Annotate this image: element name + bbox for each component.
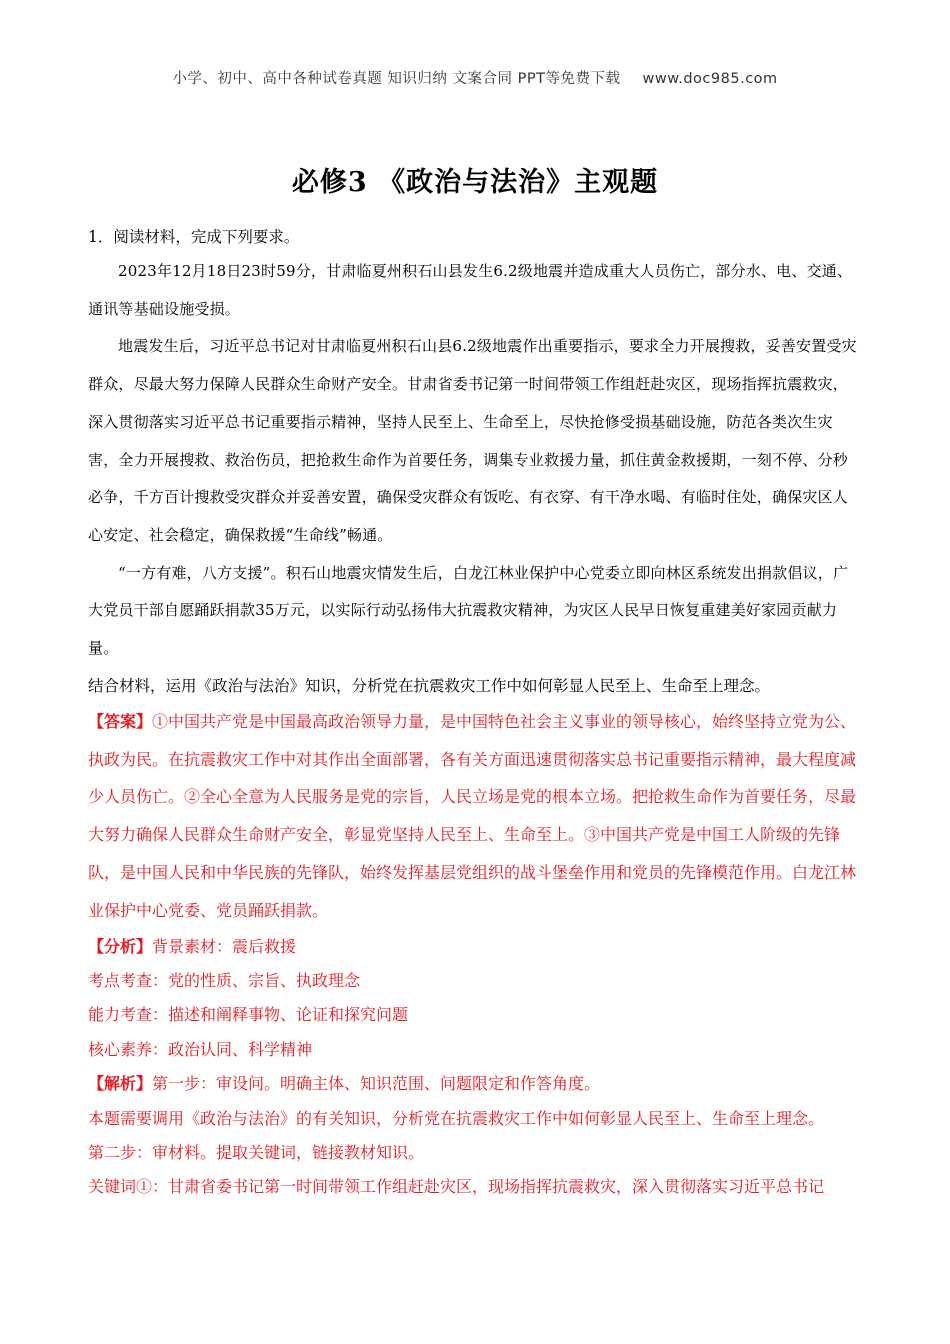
material-paragraph-1: 2023年12月18日23时59分，甘肃临夏州积石山县发生6.2级地震并造成重大人员伤亡，部分水、电、交通、通讯等基础设施受损。 — [88, 262, 853, 318]
analysis-kaodian: 考点考查：党的性质、宗旨、执政理念 — [88, 970, 361, 990]
analysis-background — [88, 930, 863, 964]
header-text: 小学、初中、高中各种试卷真题 知识归纳 文案合同 PPT等免费下载 — [172, 71, 621, 87]
answer-block — [88, 703, 863, 930]
material-paragraph-3: “一方有难，八方支援”。积石山地震灾情发生后，白龙江林业保护中心党委立即向林区系统发出捐款倡议，广大党员干部自愿踊跃捐款35万元，以实际行动弘扬伟大抗震救灾精神，为灾区人民早日恢复重建美好家园贡献力量。 — [88, 563, 849, 658]
answer-tag: 【答案】 — [88, 711, 153, 731]
document-title: 必修3 《政治与法治》主观题 — [291, 167, 659, 198]
analysis-nengli: 能力考查：描述和阐释事物、论证和探究问题 — [88, 1005, 409, 1025]
explain-step1 — [88, 1067, 863, 1101]
question-number-line: 1．阅读材料，完成下列要求。 — [88, 228, 300, 246]
explain-step1-detail: 本题需要调用《政治与法治》的有关知识，分析党在抗震救灾工作中如何彰显人民至上、生命至上理念。 — [88, 1108, 825, 1128]
explain-tag: 【解析】 — [88, 1074, 153, 1094]
header-site-link[interactable]: www.doc985.com — [642, 71, 778, 87]
analysis-tag: 【分析】 — [88, 936, 153, 956]
analysis-background-text: 背景素材：震后救援 — [152, 936, 297, 956]
explain-step1-text: 第一步：审设问。明确主体、知识范围、问题限定和作答角度。 — [152, 1074, 601, 1094]
question-ask: 结合材料，运用《政治与法治》知识，分析党在抗震救灾工作中如何彰显人民至上、生命至上理念。 — [88, 676, 771, 695]
answer-text: ①中国共产党是中国最高政治领导力量，是中国特色社会主义事业的领导核心，始终坚持立党为公、执政为民。在抗震救灾工作中对其作出全面部署，各有关方面迅速贯彻落实总书记重要指示精神，最大程度减少人员伤亡。②全心全意为人民服务是党的宗旨，人民立场是党的根本立场。把抢救生命作为首要任务，尽最大努力确保人民群众生命财产安全，彰显党坚持人民至上、生命至上。③中国共产党是中国工人阶级的先锋队，是中国人民和中华民族的先锋队，始终发挥基层党组织的战斗堡垒作用和党员的先锋模范作用。白龙江林业保护中心党委、党员踊跃捐款。 — [88, 711, 857, 920]
analysis-suyang: 核心素养：政治认同、科学精神 — [88, 1039, 313, 1059]
explain-keyword1: 关键词①：甘肃省委书记第一时间带领工作组赶赴灾区，现场指挥抗震救灾，深入贯彻落实习近平总书记 — [88, 1177, 825, 1197]
explain-step2: 第二步：审材料。提取关键词，链接教材知识。 — [88, 1142, 425, 1162]
page-header — [0, 67, 950, 88]
question-content — [88, 222, 863, 1205]
material-paragraph-2: 地震发生后，习近平总书记对甘肃临夏州积石山县6.2级地震作出重要指示，要求全力开展搜救，妥善安置受灾群众，尽最大努力保障人民群众生命财产安全。甘肃省委书记第一时间带领工作组赶赴灾区，现场指挥抗震救灾，深入贯彻落实习近平总书记重要指示精神，坚持人民至上、生命至上，尽快抢修受损基础设施，防范各类次生灾害，全力开展搜救、救治伤员，把抢救生命作为首要任务，调集专业救援力量，抓住黄金救援期，一刻不停、分秒必争，千方百计搜救受灾群众并妥善安置，确保受灾群众有饭吃、有衣穿、有干净水喝、有临时住处，确保灾区人心安定、社会稳定，确保救援“生命线”畅通。 — [88, 337, 857, 544]
